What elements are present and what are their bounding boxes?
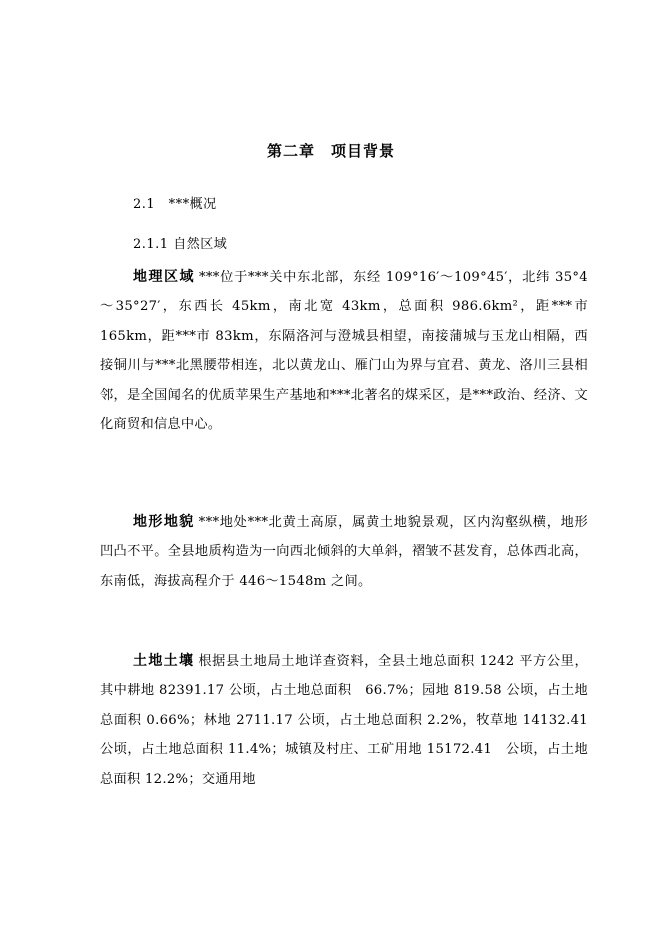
paragraph-landform [100,508,588,596]
term-landform: 地形地貌 [133,514,195,530]
term-land-soil: 土地土壤 [133,653,195,669]
paragraph-text: ***位于***关中东北部，东经 109°16′～109°45′，北纬 35°4～35°27′，东西长 45km，南北宽 43km，总面积 986.6km²，距***市 165km，距***市 83km，东隔洛河与澄城县相望，南接蒲城与玉龙山相隔，西接铜川与***北黑腰带相连，北以黄龙山、雁门山为界与宜君、黄龙、洛川三县相邻，是全国闻名的优质苹果生产基地和***北著名的煤采区，是***政治、经济、文化商贸和信息中心。 [100,270,588,433]
paragraph-text: 根据县土地局土地详查资料，全县土地总面积 1242 平方公里，其中耕地 82391.17 公顷，占土地总面积 66.7%；园地 819.58 公顷，占土地总面积 0.66%；林地 2711.17 公顷，占土地总面积 2.2%，牧草地 14132.41 公顷，占土地总面积 11.4%；城镇及村庄、工矿用地 15172.41 公顷，占土地总面积 12.2%；交通用地 [100,654,588,787]
term-geographic-region: 地理区域 [133,269,195,285]
section-heading-2-1-1: 2.1.1 自然区域 [133,237,228,252]
paragraph-text: ***地处***北黄土高原，属黄土地貌景观，区内沟壑纵横，地形凹凸不平。全县地质构造为一向西北倾斜的大单斜，褶皱不甚发育，总体西北高，东南低，海拔高程介于 446～1548m 之间。 [100,515,588,589]
section-heading-2-1: 2.1 ***概况 [133,197,217,212]
paragraph-land-soil [100,647,588,794]
chapter-title: 第二章 项目背景 [266,142,395,160]
paragraph-geographic-region [100,263,588,439]
